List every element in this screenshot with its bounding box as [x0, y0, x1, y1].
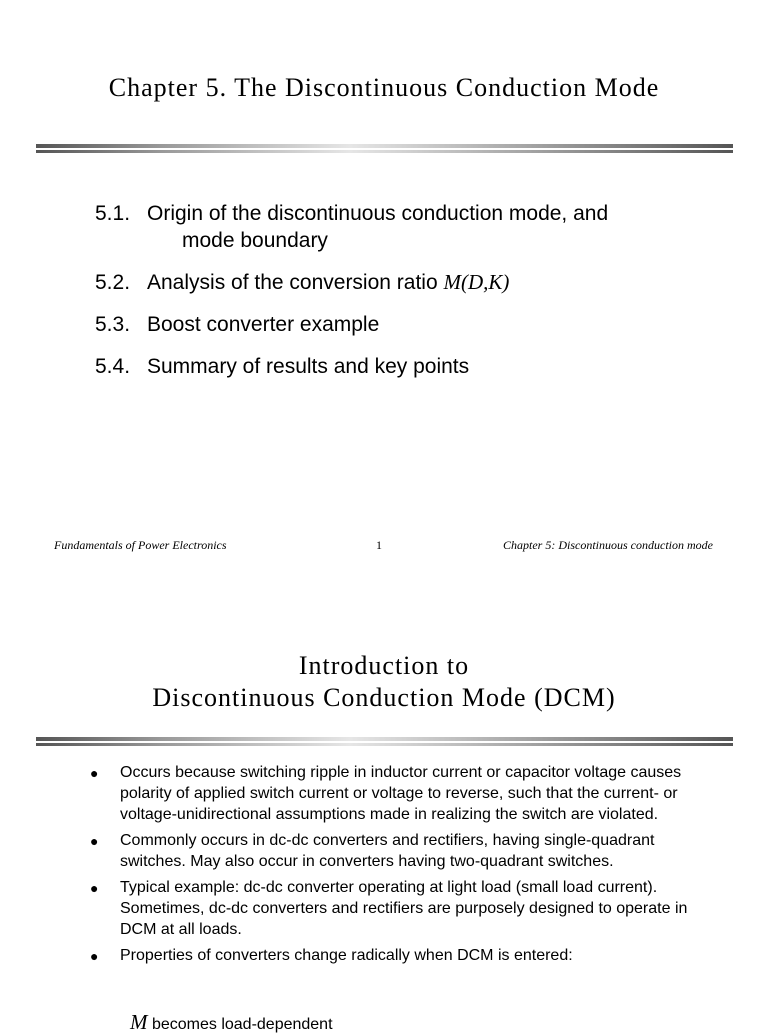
bullet-icon: ● — [90, 880, 99, 896]
toc-text: Boost converter example — [147, 313, 380, 336]
bullet-icon: ● — [90, 765, 99, 781]
title-divider — [36, 737, 733, 747]
toc-text-line: Origin of the discontinuous conduction mode, and — [147, 202, 609, 225]
slide-title-line: Discontinuous Conduction Mode (DCM) — [152, 683, 616, 712]
list-item — [90, 877, 690, 940]
bullet-text: Typical example: dc-dc converter operating at light load (small load current). Sometimes, dc-dc converters and rectifiers are purposely designed to operate in DCM at all loads. — [120, 879, 688, 938]
bullet-icon: ● — [90, 833, 99, 849]
toc-text-line: mode boundary — [182, 229, 328, 252]
slide-title — [0, 650, 768, 714]
toc-number: 5.4. — [95, 355, 131, 378]
toc-item — [95, 200, 715, 254]
slide-title-line: Introduction to — [298, 651, 470, 680]
toc-text: Summary of results and key points — [147, 355, 470, 378]
toc-item — [95, 353, 715, 380]
toc-text — [147, 200, 715, 254]
slide-title: Chapter 5. The Discontinuous Conduction Mode — [108, 73, 660, 102]
slide-2 — [0, 570, 768, 1034]
list-item — [90, 830, 690, 872]
footer-book-title: Fundamentals of Power Electronics — [54, 538, 227, 552]
footer-chapter-title: Chapter 5: Discontinuous conduction mode — [503, 538, 713, 552]
sub-item-text: becomes load-dependent — [147, 1016, 333, 1033]
bullet-list — [90, 762, 690, 973]
toc-number: 5.2. — [95, 271, 131, 294]
toc-number: 5.1. — [95, 202, 131, 225]
math-expression: M — [130, 1010, 148, 1034]
bullet-text: Properties of converters change radically when DCM is entered: — [120, 947, 573, 964]
table-of-contents — [95, 200, 715, 395]
bullet-text: Occurs because switching ripple in inductor current or capacitor voltage causes polarity of applied switch current or voltage to reverse, such that the current- or voltage-unidirectional assumptions made in realizing the switch are violated. — [120, 764, 682, 823]
list-item — [90, 945, 690, 968]
toc-number: 5.3. — [95, 313, 131, 336]
toc-text — [147, 269, 715, 296]
toc-item — [95, 269, 715, 296]
toc-text-line: Analysis of the conversion ratio — [147, 271, 444, 294]
page-number: 1 — [376, 538, 382, 552]
bullet-text: Commonly occurs in dc-dc converters and rectifiers, having single-quadrant switches. May also occur in converters having two-quadrant switches. — [120, 832, 655, 870]
bullet-icon: ● — [90, 948, 99, 964]
title-divider — [36, 144, 733, 154]
toc-item — [95, 311, 715, 338]
math-expression: M(D,K) — [443, 270, 510, 294]
list-item — [90, 762, 690, 825]
